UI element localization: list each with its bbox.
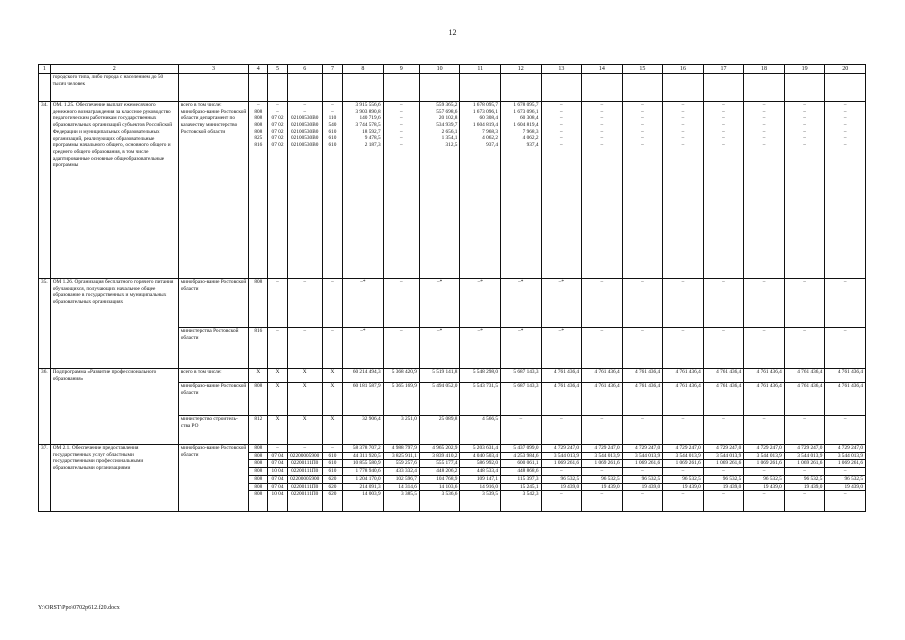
- value-cell: –: [268, 328, 287, 369]
- value-cell: 808: [249, 491, 268, 512]
- value-cell: 5 687 143,3: [501, 369, 542, 383]
- row-name: Подпрограмма «Развитие профессионального образования»: [50, 369, 178, 445]
- value-cell: –: [322, 328, 342, 369]
- value-cell: 104 768,9: [419, 475, 460, 483]
- value-cell: 812: [249, 416, 268, 445]
- value-cell: 1 204 170,0: [343, 475, 384, 483]
- value-cell: 559 257,6: [383, 460, 419, 468]
- value-cell: 5 543 731,5: [460, 383, 501, 416]
- value-cell: 4 729 247,0: [541, 445, 582, 453]
- value-cell: –: [501, 416, 542, 445]
- value-cell: 5 368 420,9: [383, 369, 419, 383]
- value-cell: 96 532,5: [622, 475, 663, 483]
- footer-file-path: Y:\ORST\Ppo\0702p612.f20.docx: [38, 605, 120, 611]
- table-row: [39, 369, 866, 383]
- page-number: 12: [448, 28, 457, 37]
- value-cell: 32 906,4: [343, 416, 384, 445]
- value-cell: 4 761 436,4: [541, 383, 582, 416]
- value-cell: 4 761 436,4: [622, 383, 663, 416]
- value-cell: 5 437 099,0: [501, 445, 542, 453]
- value-cell: –: [322, 279, 342, 328]
- value-cell: –: [744, 416, 785, 445]
- value-cell: 1 069 261,6: [582, 460, 623, 468]
- budget-table: [38, 64, 866, 512]
- value-cell: 1 069 261,6: [663, 460, 704, 468]
- column-header: 7: [322, 65, 342, 74]
- column-header: 2: [50, 65, 178, 74]
- executor-cell: всего в том числе:: [178, 369, 248, 383]
- value-cell: 4 729 247,0: [582, 445, 623, 453]
- value-cell: 19 439,0: [622, 483, 663, 491]
- column-header: 4: [249, 65, 268, 74]
- value-cell: 14 314,6: [383, 483, 419, 491]
- value-cell: 19 439,0: [582, 483, 623, 491]
- value-cell: 14 103,6: [419, 483, 460, 491]
- value-cell: 3 544 013,9: [744, 452, 785, 460]
- value-cell: 02200111П0: [287, 491, 322, 512]
- value-cell: 19 439,0: [703, 483, 744, 491]
- value-cell: 19 439,0: [784, 483, 825, 491]
- value-cell: 3 544 013,9: [703, 452, 744, 460]
- value-cell: 4 761 436,4: [663, 369, 704, 383]
- value-cell: – – – – – – –: [703, 102, 744, 279]
- value-cell: –: [622, 279, 663, 328]
- value-cell: –*: [541, 328, 582, 369]
- value-cell: –: [663, 328, 704, 369]
- value-cell: –: [287, 445, 322, 453]
- value-cell: –*: [460, 328, 501, 369]
- value-cell: 4 761 436,4: [582, 369, 623, 383]
- value-cell: Х: [287, 416, 322, 445]
- header-row: [39, 65, 866, 74]
- value-cell: –: [825, 416, 866, 445]
- value-cell: –: [622, 416, 663, 445]
- row-name: городского типа, либо города с населением до 50 тысяч человек: [50, 74, 178, 102]
- value-cell: 02200005900: [287, 452, 322, 460]
- value-cell: –: [703, 416, 744, 445]
- executor-cell: министерство строитель-ства РО: [178, 416, 248, 445]
- value-cell: –*: [343, 279, 384, 328]
- value-cell: 620: [322, 483, 342, 491]
- value-cell: 4 729 247,0: [663, 445, 704, 453]
- column-header: 17: [703, 65, 744, 74]
- value-cell: 07 04: [268, 475, 287, 483]
- value-cell: –: [663, 279, 704, 328]
- column-header: 3: [178, 65, 248, 74]
- value-cell: 448 206,2: [419, 468, 460, 476]
- value-cell: 4 729 247,0: [703, 445, 744, 453]
- value-cell: 4 761 436,4: [744, 369, 785, 383]
- value-cell: 96 532,5: [703, 475, 744, 483]
- value-cell: 1 069 261,6: [825, 460, 866, 468]
- value-cell: 4 988 797,9: [383, 445, 419, 453]
- value-cell: 3 542,3: [501, 491, 542, 512]
- value-cell: 3 544 013,9: [541, 452, 582, 460]
- value-cell: –: [703, 491, 744, 512]
- value-cell: 1 778 940,6: [343, 468, 384, 476]
- value-cell: 4 761 436,4: [703, 383, 744, 416]
- value-cell: 5 519 141,8: [419, 369, 460, 383]
- value-cell: – 808 808 808 808 825 816: [249, 102, 268, 279]
- column-header: 11: [460, 65, 501, 74]
- column-header: 1: [39, 65, 51, 74]
- value-cell: –: [784, 491, 825, 512]
- column-header: 8: [343, 65, 384, 74]
- value-cell: 4 761 436,4: [703, 369, 744, 383]
- value-cell: –: [744, 328, 785, 369]
- value-cell: – – – – – – –: [622, 102, 663, 279]
- value-cell: 1 678 095,7 1 673 096,1 60 308,4 1 604 819,4 7 968,3 4 062,2 937,4: [501, 102, 542, 279]
- value-cell: –: [784, 279, 825, 328]
- value-cell: 808: [249, 383, 268, 416]
- value-cell: – – – – – – –: [383, 102, 419, 279]
- value-cell: 808: [249, 483, 268, 491]
- value-cell: 96 532,5: [582, 475, 623, 483]
- value-cell: 4 729 247,0: [825, 445, 866, 453]
- value-cell: 25 089,8: [419, 416, 460, 445]
- column-header: 13: [541, 65, 582, 74]
- value-cell: – – – – – – –: [541, 102, 582, 279]
- value-cell: 60 181 587,9: [343, 383, 384, 416]
- value-cell: 4 729 247,0: [622, 445, 663, 453]
- table-row: [39, 279, 866, 328]
- value-cell: 4 761 436,4: [784, 369, 825, 383]
- row-number: 35.: [39, 279, 51, 369]
- column-header: 5: [268, 65, 287, 74]
- value-cell: Х: [287, 383, 322, 416]
- value-cell: 3 536,6: [419, 491, 460, 512]
- value-cell: –: [825, 328, 866, 369]
- value-cell: 3 539,5: [460, 491, 501, 512]
- value-cell: 115 397,3: [501, 475, 542, 483]
- value-cell: 610: [322, 452, 342, 460]
- value-cell: 600 061,1: [501, 460, 542, 468]
- value-cell: 816: [249, 328, 268, 369]
- value-cell: 5 548 298,0: [460, 369, 501, 383]
- value-cell: –: [784, 416, 825, 445]
- value-cell: – – – – – – –: [784, 102, 825, 279]
- value-cell: –*: [541, 279, 582, 328]
- value-cell: 1 069 261,6: [703, 460, 744, 468]
- value-cell: 808: [249, 279, 268, 328]
- value-cell: 808: [249, 445, 268, 453]
- row-name: ОМ. 1.25. Обеспечение выплат ежемесячного денежного вознаграждения за классное руководство педагогическим работникам государственных образовательных организаций субъектов Российской Федерации и муниципальных образовательных организаций, реализующих образовательные программы начального общего, основного общего и среднего общего образования, в том числе адаптированные основные общеобразовательные программы: [50, 102, 178, 279]
- value-cell: –: [287, 328, 322, 369]
- column-header: 14: [582, 65, 623, 74]
- value-cell: 10 04: [268, 491, 287, 512]
- executor-cell: всего в том числе: минобразо-вание Ростовской области департамент по казачеству министерство Ростовской области: [178, 102, 248, 279]
- value-cell: 586 992,0: [460, 460, 501, 468]
- value-cell: –: [268, 445, 287, 453]
- value-cell: –: [663, 491, 704, 512]
- value-cell: 4 040 503,4: [460, 452, 501, 460]
- value-cell: 620: [322, 475, 342, 483]
- value-cell: 07 04: [268, 452, 287, 460]
- value-cell: –*: [419, 279, 460, 328]
- row-name: ОМ 2.1. Обеспечение предоставления государственных услуг областными государственными профессиональными образовательными организациями: [50, 445, 178, 512]
- value-cell: –: [582, 279, 623, 328]
- value-cell: 96 532,5: [663, 475, 704, 483]
- value-cell: 3 385,5: [383, 491, 419, 512]
- value-cell: 96 532,5: [825, 475, 866, 483]
- value-cell: –: [541, 491, 582, 512]
- value-cell: 448 533,4: [460, 468, 501, 476]
- value-cell: –: [825, 491, 866, 512]
- column-header: 19: [784, 65, 825, 74]
- value-cell: 3 839 410,2: [419, 452, 460, 460]
- table-row: [39, 74, 866, 102]
- value-cell: 5 494 052,0: [419, 383, 460, 416]
- value-cell: –: [825, 468, 866, 476]
- value-cell: – – 110 540 610 610 610: [322, 102, 342, 279]
- value-cell: –: [703, 328, 744, 369]
- value-cell: 07 04: [268, 460, 287, 468]
- value-cell: 109 147,1: [460, 475, 501, 483]
- value-cell: 4 761 436,4: [582, 383, 623, 416]
- value-cell: 4 761 436,4: [825, 369, 866, 383]
- value-cell: 808: [249, 452, 268, 460]
- value-cell: 4 761 436,4: [825, 383, 866, 416]
- column-header: 15: [622, 65, 663, 74]
- value-cell: 3 251,0: [383, 416, 419, 445]
- column-header: 6: [287, 65, 322, 74]
- value-cell: – – – – – – –: [582, 102, 623, 279]
- value-cell: 4 761 436,4: [622, 369, 663, 383]
- value-cell: –: [663, 416, 704, 445]
- value-cell: –: [582, 416, 623, 445]
- value-cell: 4 729 247,0: [784, 445, 825, 453]
- value-cell: 1 069 261,6: [744, 460, 785, 468]
- value-cell: 3 544 013,9: [784, 452, 825, 460]
- value-cell: Х: [322, 383, 342, 416]
- value-cell: 559 365,2 557 698,6 20 102,8 534 939,7 2 656,1 1 354,1 312,5: [419, 102, 460, 279]
- value-cell: 02200111П0: [287, 468, 322, 476]
- value-cell: Х: [268, 369, 287, 383]
- column-header: 20: [825, 65, 866, 74]
- value-cell: 58 378 707,2: [343, 445, 384, 453]
- value-cell: 02200111П0: [287, 483, 322, 491]
- value-cell: 44 311 920,5: [343, 452, 384, 460]
- value-cell: 610: [322, 468, 342, 476]
- value-cell: 3 544 013,9: [825, 452, 866, 460]
- value-cell: 808: [249, 460, 268, 468]
- value-cell: –: [383, 328, 419, 369]
- value-cell: – – 02100530В0 02100530В0 02100530В0 02100530В0 02100530В0: [287, 102, 322, 279]
- value-cell: 1 069 261,6: [541, 460, 582, 468]
- table-row: [39, 445, 866, 453]
- value-cell: 555 177,4: [419, 460, 460, 468]
- value-cell: 808: [249, 468, 268, 476]
- value-cell: 4 965 202,9: [419, 445, 460, 453]
- value-cell: – – 07 02 07 02 07 02 07 02 07 02: [268, 102, 287, 279]
- value-cell: 214 091,3: [343, 483, 384, 491]
- value-cell: Х: [322, 369, 342, 383]
- value-cell: –: [663, 468, 704, 476]
- value-cell: 3 825 911,1: [383, 452, 419, 460]
- table-row: [39, 102, 866, 279]
- value-cell: 5 203 631,4: [460, 445, 501, 453]
- value-cell: 02200111П0: [287, 460, 322, 468]
- value-cell: 14 003,9: [343, 491, 384, 512]
- value-cell: –*: [343, 328, 384, 369]
- value-cell: 808: [249, 475, 268, 483]
- value-cell: –: [784, 328, 825, 369]
- row-number: 34.: [39, 102, 51, 279]
- executor-cell: минобразо-вание Ростовской области: [178, 445, 248, 512]
- row-name: ОМ 1.26. Организация бесплатного горячего питания обучающихся, получающих начальное общее образование в государственных и муниципальных образовательных организациях: [50, 279, 178, 369]
- value-cell: 19 439,0: [825, 483, 866, 491]
- value-cell: 96 532,5: [784, 475, 825, 483]
- value-cell: 3 915 556,6 3 903 890,8 140 719,6 3 744 578,5 18 592,7 9 478,5 2 187,3: [343, 102, 384, 279]
- value-cell: 96 532,5: [744, 475, 785, 483]
- value-cell: –*: [419, 328, 460, 369]
- value-cell: –: [541, 416, 582, 445]
- value-cell: 4 729 247,0: [744, 445, 785, 453]
- row-number: 37.: [39, 445, 51, 512]
- value-cell: 4 761 436,4: [541, 369, 582, 383]
- value-cell: 433 332,4: [383, 468, 419, 476]
- value-cell: –: [322, 445, 342, 453]
- value-cell: –: [744, 491, 785, 512]
- value-cell: 5 365 169,9: [383, 383, 419, 416]
- value-cell: 15 245,1: [501, 483, 542, 491]
- value-cell: 07 04: [268, 483, 287, 491]
- row-number: 36.: [39, 369, 51, 445]
- value-cell: –: [622, 491, 663, 512]
- value-cell: –: [744, 468, 785, 476]
- value-cell: 96 532,5: [541, 475, 582, 483]
- value-cell: 14 916,0: [460, 483, 501, 491]
- value-cell: 4 566,5: [460, 416, 501, 445]
- value-cell: 1 069 261,6: [622, 460, 663, 468]
- value-cell: 620: [322, 491, 342, 512]
- value-cell: – – – – – – –: [744, 102, 785, 279]
- value-cell: 102 596,7: [383, 475, 419, 483]
- value-cell: 3 544 013,9: [622, 452, 663, 460]
- value-cell: –*: [460, 279, 501, 328]
- value-cell: 5 687 143,3: [501, 383, 542, 416]
- value-cell: –: [287, 279, 322, 328]
- value-cell: –: [703, 279, 744, 328]
- value-cell: Х: [249, 369, 268, 383]
- column-header: 10: [419, 65, 460, 74]
- value-cell: Х: [322, 416, 342, 445]
- value-cell: 19 439,0: [541, 483, 582, 491]
- value-cell: 4 761 436,4: [784, 383, 825, 416]
- value-cell: 60 214 494,3: [343, 369, 384, 383]
- executor-cell: министерства Ростовской области: [178, 328, 248, 369]
- value-cell: 1 678 095,7 1 673 096,1 60 308,4 1 604 819,4 7 968,3 4 062,2 937,4: [460, 102, 501, 279]
- value-cell: –: [622, 468, 663, 476]
- value-cell: Х: [287, 369, 322, 383]
- value-cell: –: [582, 328, 623, 369]
- value-cell: 3 544 013,9: [663, 452, 704, 460]
- value-cell: –: [268, 279, 287, 328]
- value-cell: –*: [501, 328, 542, 369]
- value-cell: 1 069 261,6: [784, 460, 825, 468]
- value-cell: 19 439,0: [663, 483, 704, 491]
- column-header: 16: [663, 65, 704, 74]
- value-cell: 448 868,6: [501, 468, 542, 476]
- value-cell: –: [784, 468, 825, 476]
- value-cell: 4 761 436,4: [663, 383, 704, 416]
- value-cell: 3 544 013,9: [582, 452, 623, 460]
- value-cell: –: [703, 468, 744, 476]
- value-cell: 610: [322, 460, 342, 468]
- value-cell: –: [744, 279, 785, 328]
- value-cell: – – – – – – –: [663, 102, 704, 279]
- value-cell: 4 761 436,4: [744, 383, 785, 416]
- column-header: 12: [501, 65, 542, 74]
- value-cell: 02200005900: [287, 475, 322, 483]
- value-cell: 19 439,0: [744, 483, 785, 491]
- value-cell: Х: [268, 416, 287, 445]
- column-header: 9: [383, 65, 419, 74]
- value-cell: 4 253 984,6: [501, 452, 542, 460]
- value-cell: Х: [268, 383, 287, 416]
- value-cell: –*: [501, 279, 542, 328]
- value-cell: –: [582, 468, 623, 476]
- executor-cell: минобразо-вание Ростовской области: [178, 279, 248, 328]
- value-cell: –: [541, 468, 582, 476]
- value-cell: 10 855 580,9: [343, 460, 384, 468]
- value-cell: 10 04: [268, 468, 287, 476]
- value-cell: – – – – – – –: [825, 102, 866, 279]
- executor-cell: минобразо-вание Ростовской области: [178, 383, 248, 416]
- column-header: 18: [744, 65, 785, 74]
- value-cell: –: [825, 279, 866, 328]
- value-cell: –: [582, 491, 623, 512]
- value-cell: –: [383, 279, 419, 328]
- value-cell: –: [622, 328, 663, 369]
